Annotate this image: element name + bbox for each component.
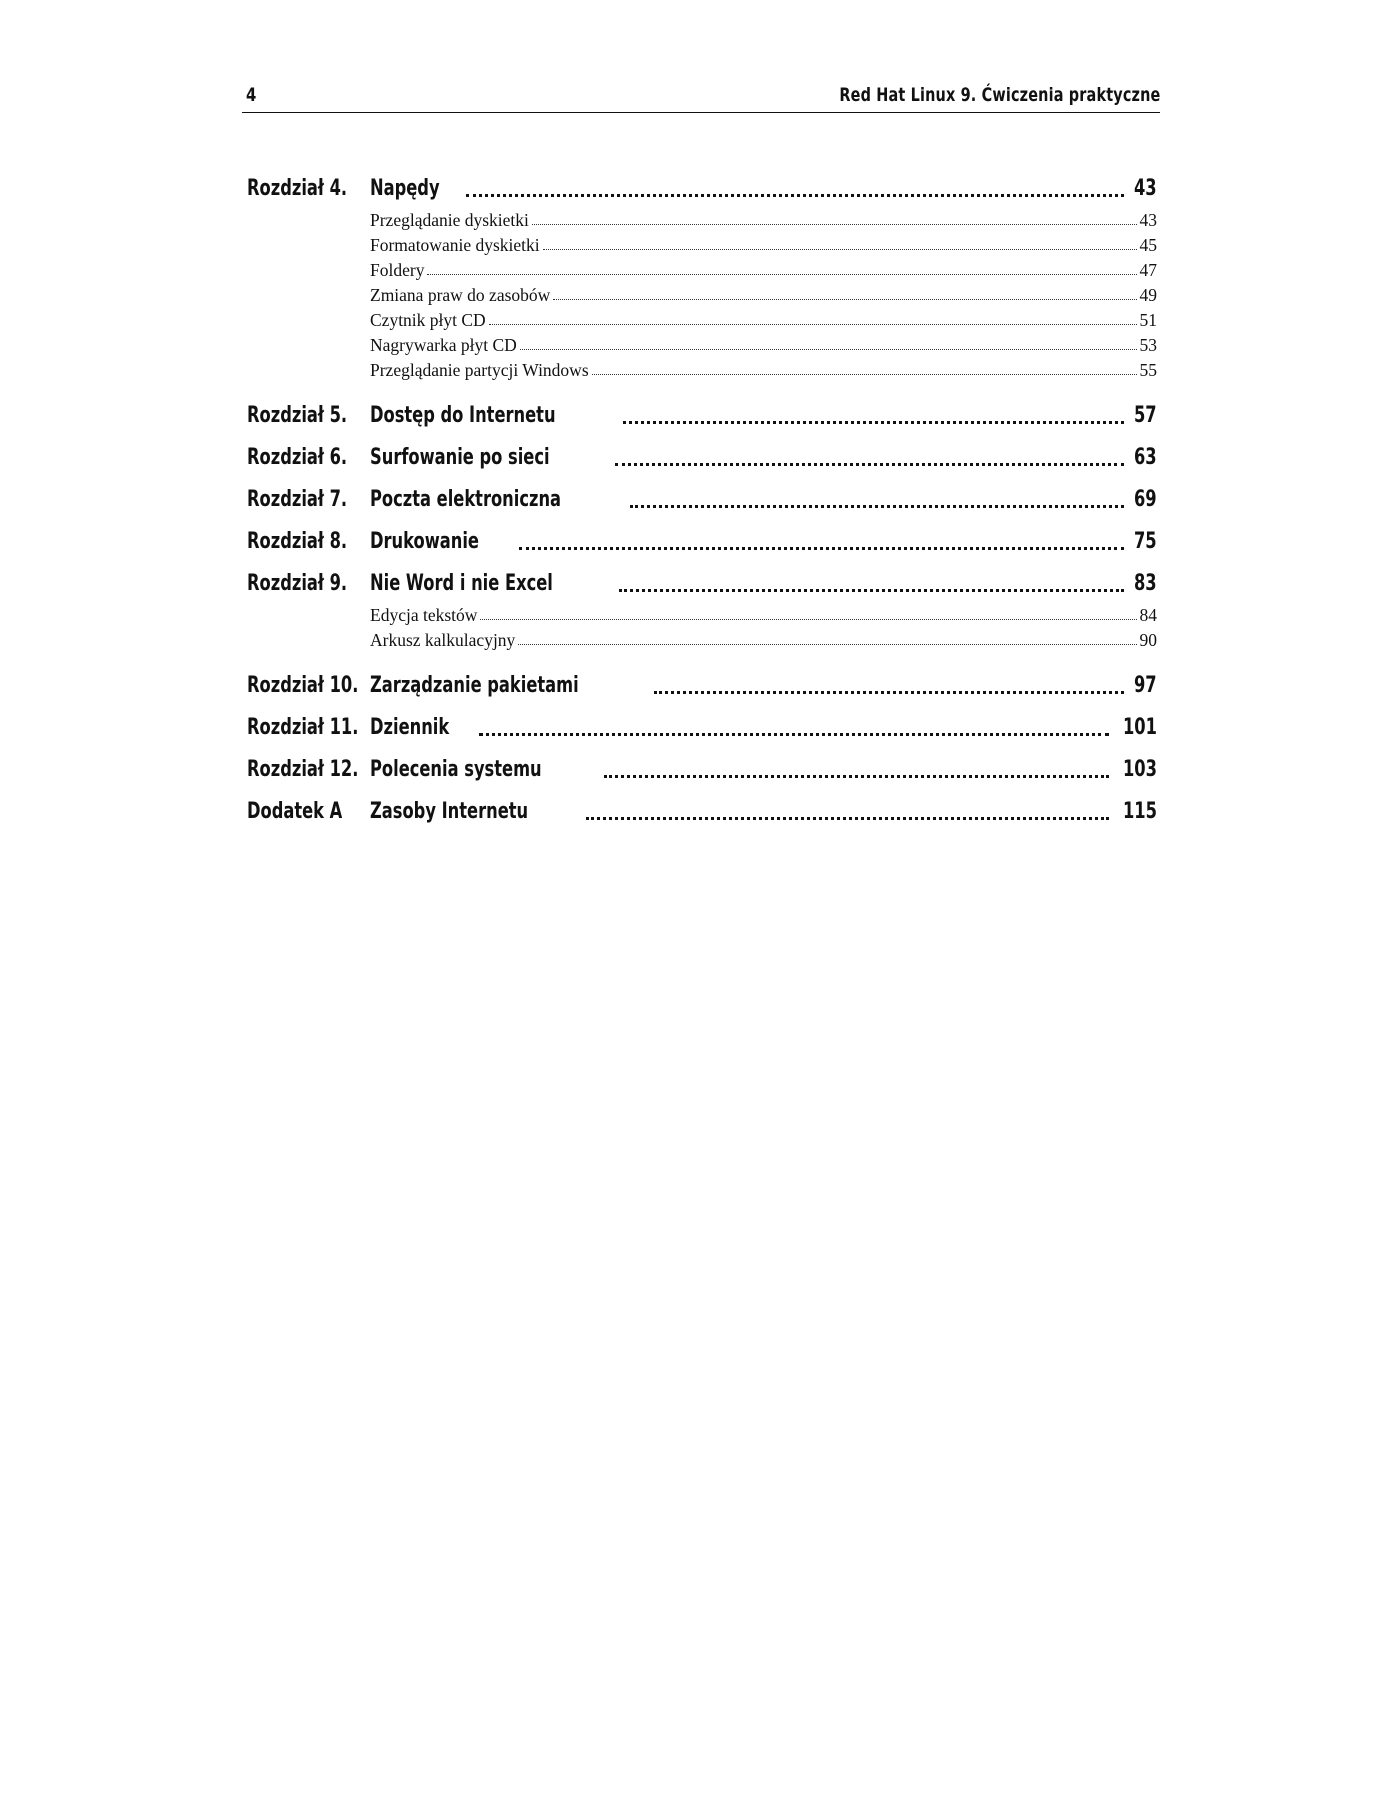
chapter-title <box>370 759 602 781</box>
toc-section-row[interactable] <box>370 279 1157 304</box>
chapter-title-text: Polecenia systemu <box>370 757 542 782</box>
toc-section-row[interactable] <box>370 354 1157 379</box>
chapter-page-number-text: 101 <box>1123 715 1157 740</box>
section-page-number: 51 <box>1139 309 1157 330</box>
toc-section-row[interactable] <box>370 624 1157 649</box>
chapter-page-number <box>1111 801 1157 823</box>
section-title: Edycja tekstów <box>370 604 478 625</box>
chapter-entry <box>370 489 1157 511</box>
chapter-page-number-text: 43 <box>1134 176 1157 201</box>
toc-chapter-row[interactable] <box>247 655 1157 697</box>
chapter-title <box>370 675 652 697</box>
toc-chapter-row[interactable] <box>247 385 1157 427</box>
chapter-title <box>370 405 621 427</box>
toc-chapter <box>247 781 1157 823</box>
chapter-label <box>247 717 370 739</box>
dot-leader <box>480 619 1136 620</box>
chapter-title-text: Drukowanie <box>370 529 479 554</box>
chapter-entry <box>370 675 1157 697</box>
toc-section-row[interactable] <box>370 329 1157 354</box>
toc-chapter <box>247 739 1157 781</box>
toc-chapter-row[interactable] <box>247 427 1157 469</box>
chapter-page-number-text: 75 <box>1134 529 1157 554</box>
toc-chapter-row[interactable] <box>247 553 1157 595</box>
toc-chapter-row[interactable] <box>247 469 1157 511</box>
toc-chapter <box>247 158 1157 385</box>
chapter-page-number-text: 103 <box>1123 757 1157 782</box>
chapter-label <box>247 178 370 200</box>
chapter-page-number <box>1126 675 1157 697</box>
chapter-page-number-text: 97 <box>1134 673 1157 698</box>
dot-leader <box>427 274 1136 275</box>
chapter-label <box>247 759 370 781</box>
chapter-title-text: Poczta elektroniczna <box>370 487 562 512</box>
chapter-page-number <box>1111 759 1157 781</box>
chapter-entry <box>370 178 1157 200</box>
section-title: Zmiana praw do zasobów <box>370 284 551 305</box>
section-list <box>370 200 1157 379</box>
chapter-label <box>247 801 370 823</box>
chapter-page-number <box>1111 717 1157 739</box>
chapter-label-text: Rozdział 12. <box>247 757 359 782</box>
chapter-title-text: Zasoby Internetu <box>370 799 529 824</box>
toc-chapter <box>247 697 1157 739</box>
chapter-label <box>247 573 370 595</box>
toc-chapter <box>247 427 1157 469</box>
section-title: Przeglądanie partycji Windows <box>370 359 589 380</box>
dot-leader <box>623 421 1125 424</box>
dot-leader <box>630 505 1124 508</box>
section-title: Czytnik płyt CD <box>370 309 486 330</box>
chapter-entry <box>370 801 1157 823</box>
toc-chapter-row[interactable] <box>247 158 1157 200</box>
toc-section-row[interactable] <box>370 304 1157 329</box>
dot-leader <box>466 194 1124 197</box>
chapter-label-text: Rozdział 10. <box>247 673 359 698</box>
dot-leader <box>520 349 1137 350</box>
chapter-page-number-text: 63 <box>1134 445 1157 470</box>
toc-section-row[interactable] <box>370 204 1157 229</box>
chapter-title-text: Dostęp do Internetu <box>370 403 556 428</box>
toc-chapter-row[interactable] <box>247 511 1157 553</box>
running-title: Red Hat Linux 9. Ćwiczenia praktyczne <box>838 84 1160 106</box>
dot-leader <box>586 817 1109 820</box>
chapter-label-text: Rozdział 9. <box>247 571 348 596</box>
toc-chapter-row[interactable] <box>247 781 1157 823</box>
section-page-number: 53 <box>1139 334 1157 355</box>
chapter-page-number <box>1126 405 1157 427</box>
chapter-label-text: Rozdział 7. <box>247 487 348 512</box>
dot-leader <box>489 324 1137 325</box>
chapter-title-text: Napędy <box>370 176 440 201</box>
chapter-entry <box>370 405 1157 427</box>
section-title: Nagrywarka płyt CD <box>370 334 517 355</box>
chapter-label <box>247 489 370 511</box>
dot-leader <box>479 733 1109 736</box>
chapter-page-number-text: 115 <box>1123 799 1157 824</box>
chapter-title-text: Dziennik <box>370 715 450 740</box>
section-page-number: 49 <box>1139 284 1157 305</box>
chapter-entry <box>370 759 1157 781</box>
dot-leader <box>615 463 1125 466</box>
chapter-title-text: Zarządzanie pakietami <box>370 673 579 698</box>
section-title: Przeglądanie dyskietki <box>370 209 529 230</box>
dot-leader <box>619 589 1124 592</box>
section-title: Arkusz kalkulacyjny <box>370 629 516 650</box>
chapter-title-text: Nie Word i nie Excel <box>370 571 553 596</box>
section-title: Formatowanie dyskietki <box>370 234 540 255</box>
chapter-title <box>370 801 584 823</box>
section-page-number: 55 <box>1139 359 1157 380</box>
chapter-label <box>247 531 370 553</box>
section-title: Foldery <box>370 259 425 280</box>
chapter-label-text: Rozdział 4. <box>247 176 348 201</box>
chapter-label <box>247 405 370 427</box>
chapter-title <box>370 447 613 469</box>
toc-section-row[interactable] <box>370 599 1157 624</box>
section-list <box>370 595 1157 649</box>
chapter-page-number <box>1126 573 1157 595</box>
table-of-contents <box>247 158 1157 823</box>
chapter-label-text: Rozdział 8. <box>247 529 348 554</box>
dot-leader <box>518 644 1136 645</box>
chapter-entry <box>370 573 1157 595</box>
chapter-page-number <box>1126 531 1157 553</box>
toc-section-row[interactable] <box>370 254 1157 279</box>
chapter-page-number-text: 69 <box>1134 487 1157 512</box>
chapter-page-number <box>1126 447 1157 469</box>
chapter-label-text: Rozdział 11. <box>247 715 359 740</box>
chapter-entry <box>370 717 1157 739</box>
section-page-number: 84 <box>1139 604 1157 625</box>
chapter-label-text: Dodatek A <box>247 799 343 824</box>
toc-section-row[interactable] <box>370 229 1157 254</box>
toc-chapter <box>247 511 1157 553</box>
dot-leader <box>654 691 1124 694</box>
toc-chapter <box>247 553 1157 655</box>
toc-chapter-row[interactable] <box>247 739 1157 781</box>
dot-leader <box>604 775 1109 778</box>
section-page-number: 47 <box>1139 259 1157 280</box>
toc-chapter-row[interactable] <box>247 697 1157 739</box>
chapter-page-number-text: 83 <box>1134 571 1157 596</box>
chapter-title-text: Surfowanie po sieci <box>370 445 550 470</box>
toc-chapter <box>247 469 1157 511</box>
chapter-page-number <box>1126 489 1157 511</box>
chapter-title <box>370 717 477 739</box>
chapter-label-text: Rozdział 5. <box>247 403 348 428</box>
toc-chapter <box>247 385 1157 427</box>
chapter-label <box>247 447 370 469</box>
chapter-title <box>370 178 464 200</box>
chapter-entry <box>370 531 1157 553</box>
dot-leader <box>532 224 1137 225</box>
section-page-number: 90 <box>1139 629 1157 650</box>
chapter-page-number <box>1126 178 1157 200</box>
dot-leader <box>553 299 1136 300</box>
chapter-label <box>247 675 370 697</box>
chapter-title <box>370 573 617 595</box>
page-number: 4 <box>246 84 257 106</box>
chapter-label-text: Rozdział 6. <box>247 445 348 470</box>
section-page-number: 45 <box>1139 234 1157 255</box>
chapter-entry <box>370 447 1157 469</box>
chapter-page-number-text: 57 <box>1134 403 1157 428</box>
dot-leader <box>543 249 1137 250</box>
dot-leader <box>592 374 1137 375</box>
chapter-title <box>370 489 628 511</box>
section-page-number: 43 <box>1139 209 1157 230</box>
toc-chapter <box>247 655 1157 697</box>
page-header <box>242 84 1160 113</box>
chapter-title <box>370 531 517 553</box>
dot-leader <box>519 547 1124 550</box>
